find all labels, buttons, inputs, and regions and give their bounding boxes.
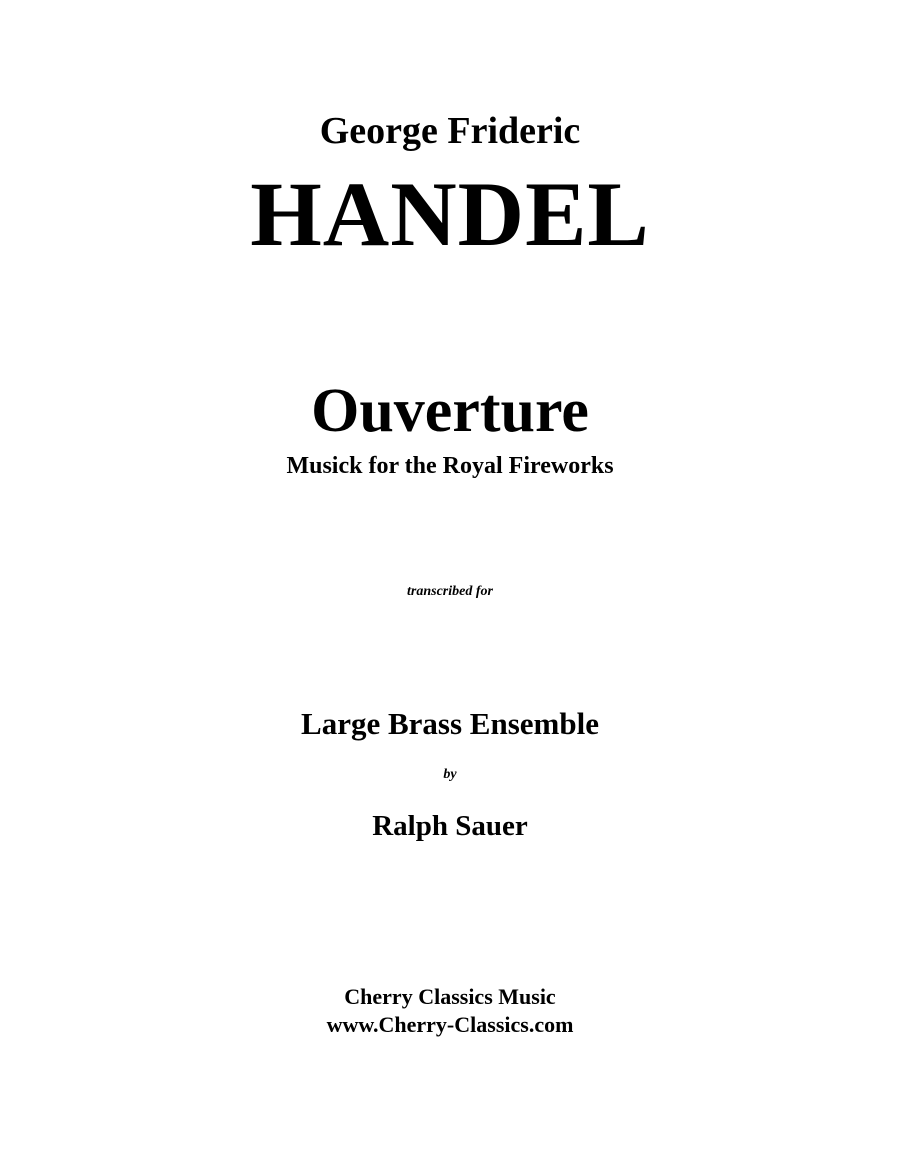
publisher-name: Cherry Classics Music [344, 984, 556, 1009]
work-title: Ouverture [311, 377, 589, 445]
arranger-name: Ralph Sauer [372, 810, 528, 842]
publisher-website: www.Cherry-Classics.com [326, 1012, 574, 1037]
composer-surname: HANDEL [250, 163, 650, 265]
work-subtitle: Musick for the Royal Fireworks [286, 453, 614, 479]
transcribed-for-label: transcribed for [407, 584, 493, 599]
ensemble-name: Large Brass Ensemble [301, 706, 599, 741]
by-label: by [443, 767, 457, 782]
composer-first-names: George Frideric [319, 110, 581, 152]
